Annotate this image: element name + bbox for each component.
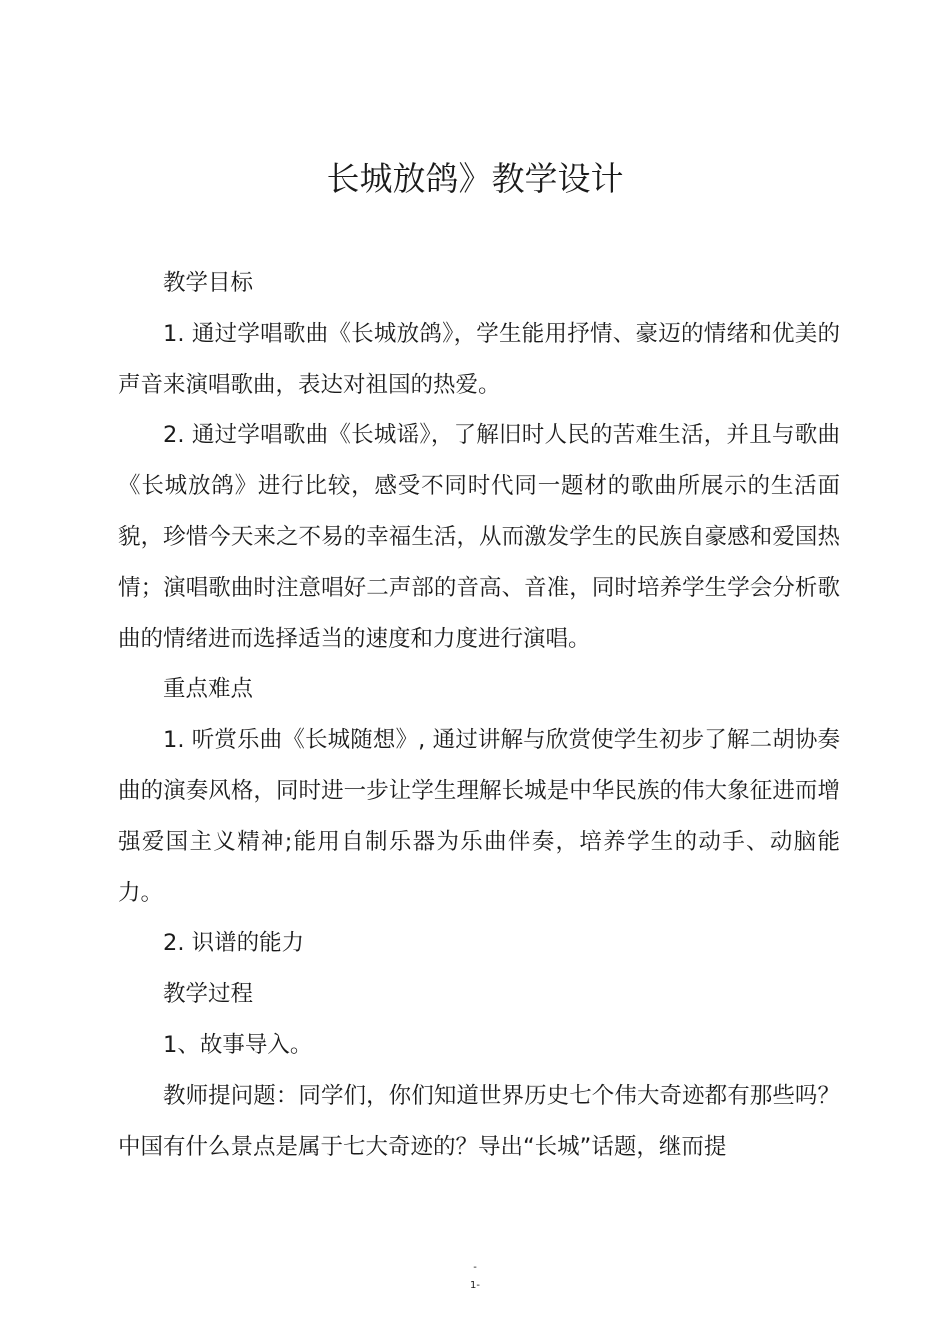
process-step-1: 1、故事导入。 [163, 1031, 313, 1058]
section-heading-process: 教学过程 [163, 981, 254, 1008]
document-body [118, 258, 840, 1172]
key-point-2: 2. 识谱的能力 [163, 930, 305, 957]
page-number: 1- [470, 1280, 480, 1291]
key-point-1: 1. 听赏乐曲《长城随想》, 通过讲解与欣赏使学生初步了解二胡协奏曲的演奏风格，同时进一步让学生理解长城是中华民族的伟大象征进而增强爱国主义精神;能用自制乐器为乐曲伴奏，培养学生的动手、动脑能力。 [118, 727, 840, 906]
document-title: 长城放鸽》教学设计 [326, 159, 624, 198]
section-heading-key-points: 重点难点 [163, 676, 254, 703]
footer-mark: - [473, 1262, 477, 1273]
objective-1: 1. 通过学唱歌曲《长城放鸽》，学生能用抒情、豪迈的情绪和优美的声音来演唱歌曲，表达对祖国的热爱。 [118, 320, 840, 398]
section-heading-objectives: 教学目标 [163, 270, 254, 296]
objective-2: 2. 通过学唱歌曲《长城谣》，了解旧时人民的苦难生活，并且与歌曲《长城放鸽》进行比较，感受不同时代同一题材的歌曲所展示的生活面貌，珍惜今天来之不易的幸福生活，从而激发学生的民族自豪感和爱国热情；演唱歌曲时注意唱好二声部的音高、音准，同时培养学生学会分析歌曲的情绪进而选择适当的速度和力度进行演唱。 [118, 422, 840, 652]
teacher-question: 教师提问题：同学们，你们知道世界历史七个伟大奇迹都有那些吗？中国有什么景点是属于七大奇迹的？导出“长城”话题，继而提 [118, 1082, 840, 1160]
